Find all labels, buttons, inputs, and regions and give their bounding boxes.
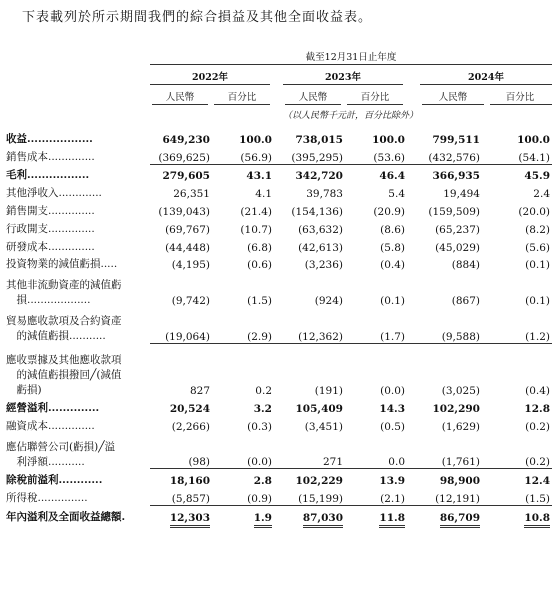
value-cell — [407, 254, 482, 272]
cell-value: (15,199) — [298, 492, 343, 505]
value-cell — [407, 487, 482, 505]
cell-value: 19,494 — [443, 188, 480, 201]
row-label-line: 的減值虧損 — [6, 330, 69, 343]
value-cell — [150, 343, 212, 397]
value-cell — [212, 164, 274, 182]
value-cell — [212, 487, 274, 505]
value-cell — [274, 433, 345, 469]
col-rmb-2024: 人民幣 — [438, 92, 468, 103]
value-cell — [407, 397, 482, 415]
value-cell — [274, 164, 345, 182]
leader-dots: ........... — [48, 455, 85, 468]
cell-value: 738,015 — [295, 133, 343, 146]
value-cell — [150, 415, 212, 433]
cell-value: (154,136) — [291, 205, 343, 218]
year-2024: 2024年 — [468, 72, 504, 83]
table-row — [6, 164, 552, 182]
cell-value: (5.8) — [380, 241, 405, 254]
cell-value: 279,605 — [162, 170, 210, 183]
col-rule-pct-2022 — [214, 104, 270, 105]
value-cell — [150, 397, 212, 415]
leader-dots: ............... — [37, 492, 88, 505]
table-row — [6, 415, 552, 433]
row-label-line: 年內溢利及全面收益總額 — [6, 510, 122, 523]
value-cell — [274, 487, 345, 505]
cell-value: 100.0 — [372, 133, 405, 146]
row-label-line: 銷售開支 — [6, 204, 48, 217]
value-cell — [274, 415, 345, 433]
cell-value: (0.1) — [380, 294, 405, 307]
table-row — [6, 307, 552, 343]
cell-value: 0.2 — [255, 384, 272, 397]
cell-value: 18,160 — [169, 474, 210, 487]
cell-value: 799,511 — [432, 133, 480, 146]
cell-value: (42,613) — [298, 241, 343, 254]
cell-value: (1.2) — [525, 330, 550, 343]
row-label — [6, 182, 150, 200]
cell-value: 14.3 — [379, 402, 405, 415]
unit-note: （以人民幣千元計，百分比除外） — [283, 111, 419, 121]
cell-value: 100.0 — [517, 133, 550, 146]
cell-value: (1.7) — [380, 330, 405, 343]
value-cell — [407, 505, 482, 523]
period-rule — [150, 64, 552, 65]
value-cell — [274, 182, 345, 200]
cell-value: 0.0 — [388, 456, 405, 469]
row-label — [6, 236, 150, 254]
cell-value: (0.4) — [525, 384, 550, 397]
cell-value: (12,362) — [298, 330, 343, 343]
cell-value: (20.9) — [373, 205, 405, 218]
row-label-line: 應佔聯營公司(虧損)╱溢 — [6, 440, 116, 453]
col-rmb-2022: 人民幣 — [165, 92, 195, 103]
cell-value: (12,191) — [435, 492, 480, 505]
col-rule-pct-2023 — [347, 104, 403, 105]
table-row — [6, 128, 552, 146]
cell-value: (1.5) — [247, 294, 272, 307]
cell-value: 43.1 — [246, 170, 272, 183]
row-label-line: 經營溢利 — [6, 401, 48, 414]
cell-value: (2.1) — [380, 492, 405, 505]
table-row — [6, 271, 552, 307]
table-row — [6, 433, 552, 469]
row-label-line: 收益 — [6, 132, 27, 145]
value-cell — [212, 236, 274, 254]
cell-value: (53.6) — [373, 151, 405, 164]
cell-value: (65,237) — [435, 223, 480, 236]
cell-value: 12.8 — [524, 402, 550, 415]
value-cell — [150, 505, 212, 523]
value-cell — [212, 397, 274, 415]
cell-value: 4.1 — [255, 188, 272, 201]
row-label-line: 研發成本 — [6, 240, 48, 253]
intro-text: 下表載列於所示期間我們的綜合損益及其他全面收益表。 — [22, 10, 373, 25]
value-cell — [482, 218, 552, 236]
row-label — [6, 433, 150, 469]
value-cell — [150, 182, 212, 200]
cell-value: (3,451) — [304, 420, 343, 433]
col-rule-rmb-2022 — [152, 104, 208, 105]
value-cell — [345, 236, 407, 254]
row-label-line: 利淨額 — [6, 455, 48, 468]
cell-value: (5,857) — [171, 492, 210, 505]
cell-value: (0.6) — [247, 259, 272, 272]
cell-value: 366,935 — [432, 170, 480, 183]
cell-value: 12,303 — [170, 512, 210, 528]
col-rule-rmb-2024 — [422, 104, 484, 105]
value-cell — [212, 307, 274, 343]
value-cell — [212, 218, 274, 236]
value-cell — [274, 469, 345, 487]
year-2022: 2022年 — [192, 72, 228, 83]
value-cell — [150, 128, 212, 146]
cell-value: 26,351 — [173, 188, 210, 201]
value-cell — [407, 182, 482, 200]
cell-value: (0.0) — [380, 384, 405, 397]
value-cell — [482, 236, 552, 254]
cell-value: 105,409 — [295, 402, 343, 415]
value-cell — [212, 271, 274, 307]
leader-dots: .............. — [48, 151, 95, 164]
cell-value: 46.4 — [379, 170, 405, 183]
cell-value: (3,025) — [441, 384, 480, 397]
value-cell — [407, 146, 482, 164]
cell-value: (54.1) — [518, 151, 550, 164]
cell-value: 20,524 — [169, 402, 210, 415]
value-cell — [407, 236, 482, 254]
value-cell — [212, 343, 274, 397]
cell-value: 342,720 — [295, 170, 343, 183]
year-2023: 2023年 — [325, 72, 361, 83]
value-cell — [150, 469, 212, 487]
value-cell — [345, 487, 407, 505]
value-cell — [345, 164, 407, 182]
value-cell — [274, 254, 345, 272]
value-cell — [407, 469, 482, 487]
col-rule-rmb-2023 — [285, 104, 341, 105]
value-cell — [482, 200, 552, 218]
row-label-line: 所得稅 — [6, 492, 38, 505]
row-label — [6, 218, 150, 236]
row-label — [6, 397, 150, 415]
cell-value: (0.3) — [247, 420, 272, 433]
value-cell — [150, 271, 212, 307]
cell-value: 271 — [322, 456, 343, 469]
value-cell — [212, 415, 274, 433]
cell-value: (1,629) — [441, 420, 480, 433]
value-cell — [212, 505, 274, 523]
cell-value: (9,588) — [441, 330, 480, 343]
value-cell — [345, 469, 407, 487]
value-cell — [482, 164, 552, 182]
value-cell — [482, 271, 552, 307]
cell-value: 10.8 — [524, 512, 550, 528]
value-cell — [407, 307, 482, 343]
row-label — [6, 307, 150, 343]
leader-dots: ............. — [58, 187, 102, 200]
cell-value: (159,509) — [428, 205, 480, 218]
value-cell — [274, 146, 345, 164]
row-label-line: 的減值虧損撥回╱(減值 — [6, 368, 122, 381]
cell-value: (4,195) — [171, 259, 210, 272]
row-label-line: 融資成本 — [6, 419, 48, 432]
value-cell — [407, 433, 482, 469]
cell-value: (191) — [314, 384, 343, 397]
value-cell — [407, 343, 482, 397]
value-cell — [345, 146, 407, 164]
value-cell — [212, 128, 274, 146]
cell-value: (63,632) — [298, 223, 343, 236]
value-cell — [345, 200, 407, 218]
col-pct-2023: 百分比 — [360, 92, 390, 103]
value-cell — [212, 469, 274, 487]
leader-dots: .............. — [48, 240, 95, 253]
cell-value: 45.9 — [524, 170, 550, 183]
cell-value: 12.4 — [524, 474, 550, 487]
value-cell — [345, 343, 407, 397]
cell-value: 1.9 — [254, 512, 272, 528]
row-label-line: 其他淨收入 — [6, 187, 59, 200]
cell-value: 87,030 — [303, 512, 343, 528]
value-cell — [150, 236, 212, 254]
cell-value: (3,236) — [304, 259, 343, 272]
table-row — [6, 146, 552, 164]
leader-dots: ..... — [100, 258, 118, 271]
row-label-line: 銷售成本 — [6, 151, 48, 164]
row-label-line: 應收票據及其他應收款項 — [6, 353, 122, 366]
value-cell — [407, 200, 482, 218]
value-cell — [274, 236, 345, 254]
value-cell — [274, 200, 345, 218]
value-cell — [407, 218, 482, 236]
row-label — [6, 146, 150, 164]
table-row — [6, 182, 552, 200]
cell-value: 2.8 — [253, 474, 272, 487]
row-label-line: 除稅前溢利 — [6, 473, 59, 486]
value-cell — [274, 271, 345, 307]
cell-value: (2,266) — [171, 420, 210, 433]
cell-value: (0.5) — [380, 420, 405, 433]
cell-value: 102,229 — [295, 474, 343, 487]
value-cell — [212, 254, 274, 272]
cell-value: (867) — [451, 294, 480, 307]
cell-value: (0.9) — [247, 492, 272, 505]
leader-dots: .............. — [48, 401, 100, 414]
cell-value: 649,230 — [162, 133, 210, 146]
cell-value: (0.1) — [525, 259, 550, 272]
period-header: 截至12月31日止年度 — [305, 52, 397, 63]
value-cell — [212, 182, 274, 200]
cell-value: (8.6) — [380, 223, 405, 236]
cell-value: 98,900 — [439, 474, 480, 487]
table-row — [6, 343, 552, 397]
value-cell — [150, 254, 212, 272]
cell-value: (1.5) — [525, 492, 550, 505]
cell-value: 102,290 — [432, 402, 480, 415]
cell-value: 3.2 — [253, 402, 272, 415]
value-cell — [407, 128, 482, 146]
cell-value: 13.9 — [379, 474, 405, 487]
value-cell — [482, 182, 552, 200]
cell-value: (432,576) — [428, 151, 480, 164]
value-cell — [212, 146, 274, 164]
row-label — [6, 271, 150, 307]
leader-dots: .............. — [48, 222, 95, 235]
leader-dots: ................... — [27, 293, 91, 306]
value-cell — [482, 397, 552, 415]
value-cell — [345, 271, 407, 307]
row-label — [6, 343, 150, 397]
cell-value: (369,625) — [158, 151, 210, 164]
row-label — [6, 254, 150, 272]
value-cell — [345, 182, 407, 200]
row-label — [6, 487, 150, 505]
value-cell — [150, 433, 212, 469]
value-cell — [482, 146, 552, 164]
row-label-line: 虧損) — [6, 383, 42, 396]
cell-value: 5.4 — [388, 188, 405, 201]
value-cell — [482, 469, 552, 487]
value-cell — [482, 415, 552, 433]
value-cell — [274, 343, 345, 397]
row-label — [6, 469, 150, 487]
cell-value: (56.9) — [240, 151, 272, 164]
value-cell — [345, 218, 407, 236]
row-label — [6, 164, 150, 182]
col-pct-2022: 百分比 — [227, 92, 257, 103]
row-label-line: 貿易應收款項及合約資產 — [6, 315, 122, 328]
value-cell — [407, 415, 482, 433]
year-rule-2024 — [420, 84, 552, 85]
cell-value: (2.9) — [247, 330, 272, 343]
leader-dots: .............. — [48, 204, 95, 217]
cell-value: (1,761) — [441, 456, 480, 469]
table-row — [6, 236, 552, 254]
cell-value: (5.6) — [525, 241, 550, 254]
cell-value: (19,064) — [165, 330, 210, 343]
leader-dots: .............. — [48, 419, 95, 432]
table-row — [6, 505, 552, 523]
table-row — [6, 487, 552, 505]
cell-value: (44,448) — [165, 241, 210, 254]
row-label — [6, 200, 150, 218]
value-cell — [150, 487, 212, 505]
cell-value: (924) — [314, 294, 343, 307]
row-label — [6, 505, 150, 523]
table-row — [6, 469, 552, 487]
value-cell — [274, 397, 345, 415]
value-cell — [274, 128, 345, 146]
value-cell — [407, 164, 482, 182]
value-cell — [212, 200, 274, 218]
cell-value: 86,709 — [440, 512, 480, 528]
col-rmb-2023: 人民幣 — [298, 92, 328, 103]
value-cell — [482, 433, 552, 469]
value-cell — [482, 505, 552, 523]
value-cell — [345, 397, 407, 415]
row-label-line: 損 — [6, 293, 27, 306]
value-cell — [274, 218, 345, 236]
year-rule-2023 — [283, 84, 403, 85]
value-cell — [482, 307, 552, 343]
row-label-line: 毛利 — [6, 169, 27, 182]
value-cell — [345, 307, 407, 343]
row-label-line: 其他非流動資產的減值虧 — [6, 278, 122, 291]
cell-value: (0.2) — [525, 420, 550, 433]
cell-value: (21.4) — [240, 205, 272, 218]
cell-value: (0.0) — [247, 456, 272, 469]
value-cell — [345, 128, 407, 146]
cell-value: 11.8 — [379, 512, 405, 528]
row-label-line: 行政開支 — [6, 222, 48, 235]
cell-value: 2.4 — [533, 188, 550, 201]
leader-dots: ........... — [69, 330, 106, 343]
cell-value: (20.0) — [518, 205, 550, 218]
col-pct-2024: 百分比 — [505, 92, 535, 103]
cell-value: (0.4) — [380, 259, 405, 272]
value-cell — [150, 307, 212, 343]
leader-dots: ............ — [58, 473, 103, 486]
value-cell — [274, 307, 345, 343]
cell-value: (6.8) — [247, 241, 272, 254]
row-label — [6, 415, 150, 433]
cell-value: (45,029) — [435, 241, 480, 254]
value-cell — [407, 271, 482, 307]
cell-value: (9,742) — [171, 294, 210, 307]
value-cell — [345, 505, 407, 523]
row-label-line: 投資物業的減值虧損 — [6, 258, 101, 271]
cell-value: (10.7) — [240, 223, 272, 236]
leader-dots: ................. — [27, 169, 90, 182]
year-rule-2022 — [150, 84, 270, 85]
value-cell — [345, 415, 407, 433]
col-rule-pct-2024 — [490, 104, 552, 105]
value-cell — [150, 218, 212, 236]
cell-value: (395,295) — [291, 151, 343, 164]
cell-value: (139,043) — [158, 205, 210, 218]
row-label — [6, 128, 150, 146]
value-cell — [482, 254, 552, 272]
table-row — [6, 218, 552, 236]
cell-value: (884) — [451, 259, 480, 272]
value-cell — [482, 128, 552, 146]
leader-dots: .................. — [27, 132, 93, 145]
table-row — [6, 397, 552, 415]
value-cell — [212, 433, 274, 469]
value-cell — [150, 146, 212, 164]
cell-value: (98) — [188, 456, 210, 469]
value-cell — [274, 505, 345, 523]
table-row — [6, 254, 552, 272]
cell-value: 39,783 — [306, 188, 343, 201]
cell-value: (0.2) — [525, 456, 550, 469]
cell-value: 100.0 — [239, 133, 272, 146]
cell-value: (0.1) — [525, 294, 550, 307]
cell-value: 827 — [189, 384, 210, 397]
income-statement-table — [6, 128, 552, 524]
cell-value: (8.2) — [525, 223, 550, 236]
leader-dots: . — [121, 510, 126, 523]
value-cell — [345, 254, 407, 272]
cell-value: (69,767) — [165, 223, 210, 236]
value-cell — [345, 433, 407, 469]
table-row — [6, 200, 552, 218]
value-cell — [482, 487, 552, 505]
value-cell — [150, 200, 212, 218]
value-cell — [150, 164, 212, 182]
value-cell — [482, 343, 552, 397]
